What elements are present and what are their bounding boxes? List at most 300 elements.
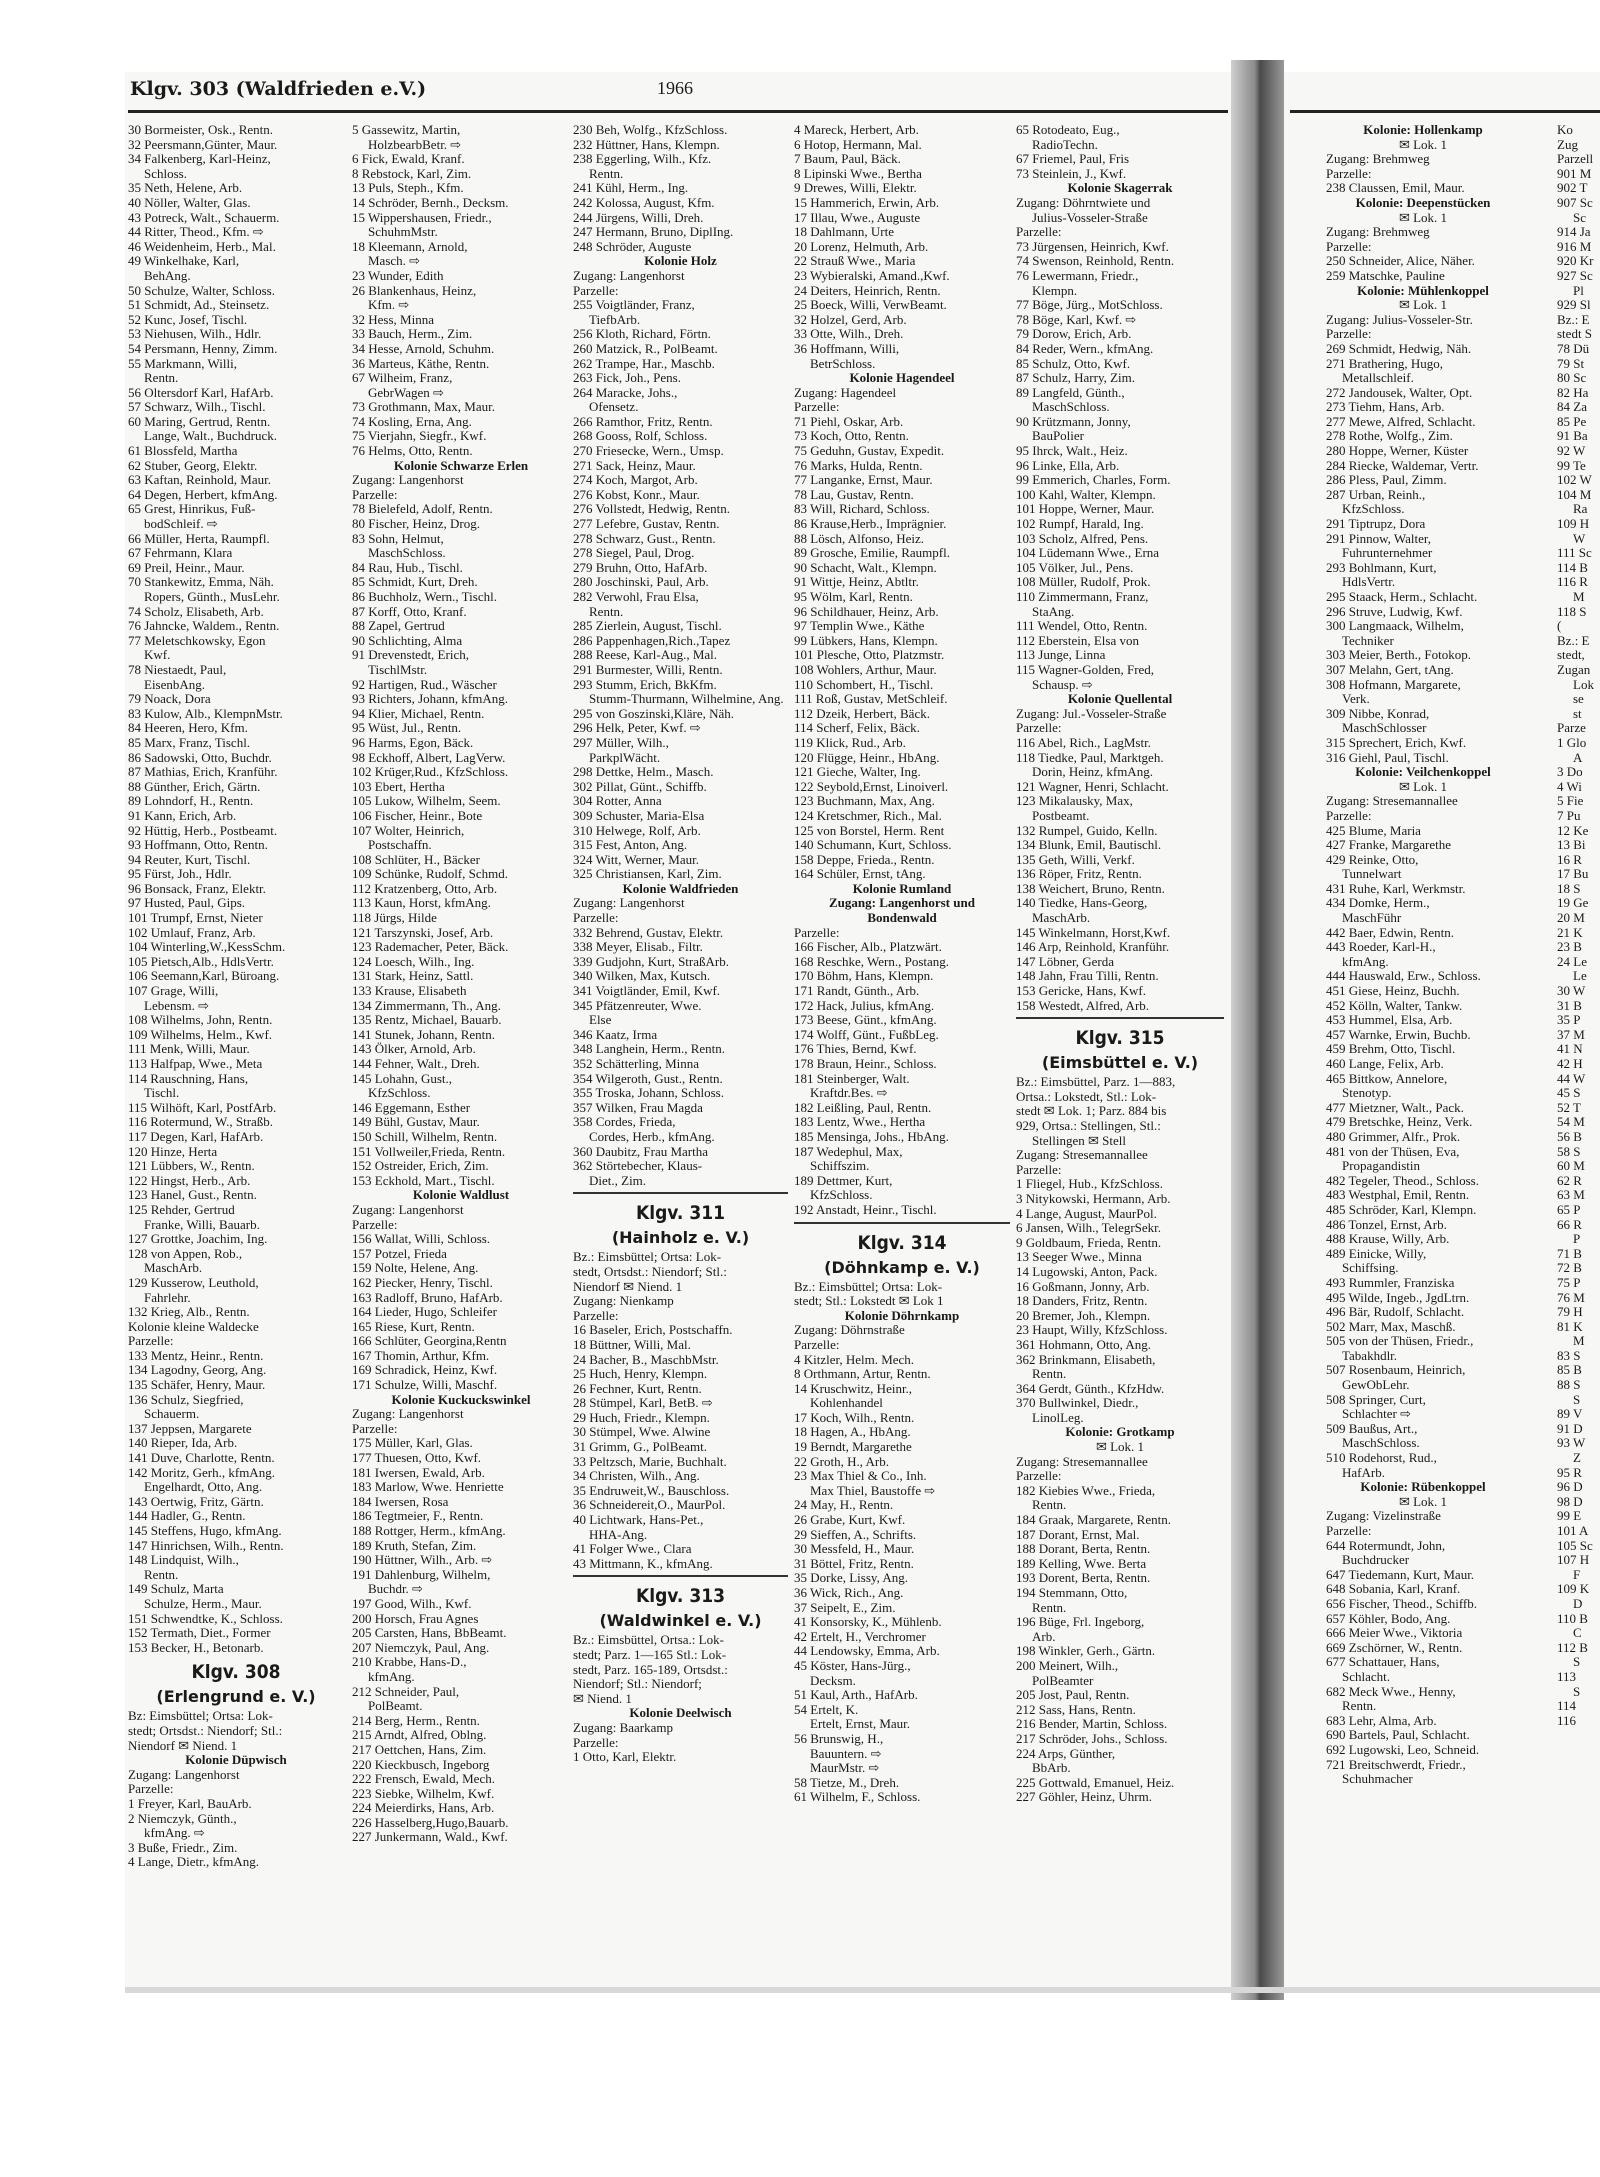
entry-line: 71 B <box>1557 1246 1582 1261</box>
entry-line: 193 Dorent, Berta, Rentn. <box>1016 1571 1151 1586</box>
entry-line: 293 Stumm, Erich, BkKfm. <box>573 677 717 692</box>
entry-line: 332 Behrend, Gustav, Elektr. <box>573 925 724 940</box>
entry-line: 3 Buße, Friedr., Zim. <box>128 1840 238 1855</box>
entry-line: 76 Marks, Hulda, Rentn. <box>794 458 923 473</box>
entry-line: 85 Pe <box>1557 414 1587 429</box>
entry-line: 23 B <box>1557 940 1582 955</box>
entry-line: 647 Tiedemann, Kurt, Maur. <box>1326 1567 1475 1582</box>
entry-line: 255 Voigtländer, Franz, <box>573 298 695 313</box>
entry-line: 92 Hüttig, Herb., Postbeamt. <box>128 823 278 838</box>
entry-line: 95 Fürst, Joh., Hdlr. <box>128 867 232 882</box>
entry-line: 178 Braun, Heinr., Schloss. <box>794 1057 937 1071</box>
entry-line: 104 M <box>1557 487 1592 502</box>
entry-line: 16 Goßmann, Jonny, Arb. <box>1016 1279 1150 1294</box>
entry-line: 212 Sass, Hans, Rentn. <box>1016 1702 1136 1717</box>
entry-line: 32 Peersmann,Günter, Maur. <box>128 137 278 152</box>
section-info: Zugang: Stresemannallee <box>1016 1148 1148 1163</box>
entry-line: 61 Blossfeld, Martha <box>128 444 238 459</box>
entry-line: 215 Arndt, Alfred, Oblng. <box>352 1728 487 1743</box>
entry-continuation: BauPolier <box>1032 429 1084 444</box>
entry-line: 12 Ke <box>1557 823 1589 838</box>
entry-continuation: PolBeamt. <box>368 1699 423 1714</box>
entry-continuation: BehAng. <box>144 268 191 283</box>
entry-line: 256 Kloth, Richard, Förtn. <box>573 327 711 342</box>
postal-line: ✉ Lok. 1 <box>1095 1440 1145 1455</box>
header-rule-right <box>1290 110 1600 113</box>
entry-line: 73 Steinlein, J., Kwf. <box>1016 166 1127 181</box>
entry-line: Parzell <box>1557 152 1594 167</box>
entry-line: 121 Wagner, Henri, Schlacht. <box>1016 779 1169 794</box>
entry-line: 37 Seipelt, E., Zim. <box>794 1600 896 1615</box>
entry-continuation: Masch. ⇨ <box>368 254 421 269</box>
entry-line: 18 Büttner, Willi, Mal. <box>573 1337 691 1352</box>
entry-line: 127 Grottke, Joachim, Ing. <box>128 1232 268 1247</box>
entry-line: 123 Buchmann, Max, Ang. <box>794 794 935 809</box>
entry-line: 78 Böge, Karl, Kwf. ⇨ <box>1016 312 1137 327</box>
entry-line: 358 Cordes, Frieda, <box>573 1115 676 1130</box>
entry-line: 352 Schätterling, Minna <box>573 1057 700 1071</box>
entry-line: 90 Schacht, Walt., Klempn. <box>794 560 937 575</box>
entry-line: 147 Hinrichsen, Wilh., Rentn. <box>128 1538 284 1553</box>
entry-line: 58 Tietze, M., Dreh. <box>794 1775 900 1790</box>
section-info: Parzelle: <box>1016 225 1062 240</box>
entry-line: 77 Meletschkowsky, Egon <box>128 633 266 648</box>
entry-line: 346 Kaatz, Irma <box>573 1027 658 1042</box>
entry-line: 341 Voigtländer, Emil, Kwf. <box>573 984 721 999</box>
section-info: Parzelle: <box>573 1308 619 1323</box>
entry-line: 144 Fehner, Walt., Dreh. <box>352 1057 480 1071</box>
entry-line: 95 Ihrck, Walt., Heiz. <box>1016 444 1128 459</box>
entry-line: 56 B <box>1557 1129 1582 1144</box>
entry-line: 54 Ertelt, K. <box>794 1702 859 1717</box>
entry-line: 192 Anstadt, Heinr., Tischl. <box>794 1202 937 1217</box>
entry-line: 158 Deppe, Frieda., Rentn. <box>794 852 935 867</box>
entry-line: 277 Lefebre, Gustav, Rentn. <box>573 517 720 532</box>
entry-line: 483 Westphal, Emil, Rentn. <box>1326 1188 1470 1203</box>
entry-line: 29 Sieffen, A., Schrifts. <box>794 1527 917 1542</box>
entry-line: 62 Stuber, Georg, Elektr. <box>128 458 258 473</box>
entry-line: 44 Ritter, Theod., Kfm. ⇨ <box>128 225 264 240</box>
entry-continuation: LinolLeg. <box>1032 1410 1084 1425</box>
section-info: Parzelle: <box>794 1337 840 1352</box>
entry-line: 102 W <box>1557 473 1592 488</box>
entry-line: 17 Bu <box>1557 867 1589 882</box>
entry-line: 98 Eckhoff, Albert, LagVerw. <box>352 750 506 765</box>
entry-line: 509 Baußus, Art., <box>1326 1421 1418 1436</box>
colony-heading: Kolonie Deelwisch <box>629 1706 732 1721</box>
entry-line: 929 Sl <box>1557 298 1591 313</box>
entry-line: 93 Richters, Johann, kfmAng. <box>352 692 508 707</box>
entry-line: 37 M <box>1557 1027 1585 1042</box>
entry-line: 295 von Goszinski,Kläre, Näh. <box>573 706 735 721</box>
entry-continuation: Arb. <box>1032 1629 1056 1644</box>
entry-line: 357 Wilken, Frau Magda <box>573 1100 703 1115</box>
entry-line: 175 Müller, Karl, Glas. <box>352 1436 473 1451</box>
entry-line: 77 Böge, Jürg., MotSchloss. <box>1016 298 1163 313</box>
entry-continuation: kfmAng. ⇨ <box>144 1826 205 1841</box>
entry-line: 99 Te <box>1557 458 1586 473</box>
section-info: Parzelle: <box>1326 327 1372 342</box>
entry-continuation: Schuhmacher <box>1342 1772 1413 1787</box>
entry-line: 425 Blume, Maria <box>1326 823 1421 838</box>
entry-continuation: Stellingen ✉ Stell <box>1032 1133 1126 1148</box>
entry-line: 6 Hotop, Hermann, Mal. <box>794 137 922 152</box>
entry-line: 30 W <box>1557 984 1586 999</box>
entry-line: 113 <box>1557 1669 1577 1684</box>
entry-line: 291 Pinnow, Walter, <box>1326 531 1431 546</box>
column-4 <box>794 123 1010 1978</box>
entry-line: 113 Halfpap, Wwe., Meta <box>128 1057 263 1071</box>
colony-heading: Kolonie Holz <box>644 254 717 269</box>
entry-line: 169 Schradick, Heinz, Kwf. <box>352 1363 498 1378</box>
entry-line: 325 Christiansen, Karl, Zim. <box>573 867 722 882</box>
entry-line: 112 Kratzenberg, Otto, Arb. <box>352 881 498 896</box>
entry-continuation: MaschSchloss. <box>368 546 446 561</box>
entry-line: 479 Bretschke, Heinz, Verk. <box>1326 1115 1473 1130</box>
entry-line: 40 Lichtwark, Hans-Pet., <box>573 1513 704 1528</box>
entry-line: 26 Grabe, Kurt, Kwf. <box>794 1513 906 1528</box>
entry-line: 361 Hohmann, Otto, Ang. <box>1016 1337 1152 1352</box>
entry-line: 20 M <box>1557 911 1585 926</box>
entry-line: 63 Kaftan, Reinhold, Maur. <box>128 473 271 488</box>
section-info: Zugang: Julius-Vosseler-Str. <box>1326 312 1473 327</box>
entry-line: 7 Baum, Paul, Bäck. <box>794 152 901 167</box>
entry-line: 92 W <box>1557 444 1586 459</box>
entry-line: 170 Böhm, Hans, Klempn. <box>794 969 934 984</box>
page-bottom-edge <box>125 1987 1600 1993</box>
entry-line: 226 Hasselberg,Hugo,Bauarb. <box>352 1815 509 1830</box>
section-info: Zugang: Stresemannallee <box>1016 1454 1148 1469</box>
entry-line: 24 Le <box>1557 954 1587 969</box>
entry-line: 129 Kusserow, Leuthold, <box>128 1275 259 1290</box>
entry-line: 295 Staack, Herm., Schlacht. <box>1326 590 1478 604</box>
entry-continuation: PolBeamter <box>1032 1673 1094 1688</box>
entry-line: 362 Brinkmann, Elisabeth, <box>1016 1352 1156 1367</box>
entry-line: 310 Helwege, Rolf, Arb. <box>573 823 701 838</box>
entry-line: 94 Reuter, Kurt, Tischl. <box>128 852 251 867</box>
entry-line: 914 Ja <box>1557 225 1591 240</box>
entry-line: 105 Sc <box>1557 1538 1593 1553</box>
entry-line: 91 Kann, Erich, Arb. <box>128 808 237 823</box>
entry-line: 120 Hinze, Herta <box>128 1144 218 1159</box>
entry-continuation: C <box>1573 1626 1582 1641</box>
entry-continuation: MaschSchloss. <box>1032 400 1110 415</box>
entry-line: 901 M <box>1557 166 1592 181</box>
colony-heading: Kolonie Rumland <box>852 881 952 896</box>
entry-line: 102 Umlauf, Franz, Arb. <box>128 925 256 940</box>
entry-line: 15 Hammerich, Erwin, Arb. <box>794 195 940 210</box>
entry-line: 278 Schwarz, Gust., Rentn. <box>573 531 716 546</box>
entry-continuation: TischlMstr. <box>368 662 428 677</box>
entry-line: 339 Gudjohn, Kurt, StraßArb. <box>573 954 729 969</box>
entry-line: 90 Krützmann, Jonny, <box>1016 414 1131 429</box>
entry-line: 32 Holzel, Gerd, Arb. <box>794 312 907 327</box>
entry-continuation: SchuhmMstr. <box>368 225 438 240</box>
entry-line: 124 Loesch, Wilh., Ing. <box>352 954 475 969</box>
entry-continuation: M <box>1573 1334 1585 1349</box>
entry-line: 270 Friesecke, Wern., Umsp. <box>573 444 724 459</box>
association-subtitle: (Eimsbüttel e. V.) <box>1041 1053 1199 1073</box>
entry-continuation: Klempn. <box>1032 283 1078 298</box>
entry-continuation: Else <box>589 1013 612 1028</box>
entry-continuation: Julius-Vosseler-Straße <box>1032 210 1148 225</box>
book-gutter <box>1231 60 1284 2000</box>
entry-line: 116 R <box>1557 575 1588 590</box>
section-info: Niendorf ✉ Niend. 1 <box>573 1279 683 1294</box>
entry-line: 907 Sc <box>1557 195 1593 210</box>
association-subtitle: (Erlengrund e. V.) <box>156 1687 316 1707</box>
entry-continuation: KfzSchloss. <box>368 1086 431 1101</box>
entry-line: 308 Hofmann, Margarete, <box>1326 677 1461 692</box>
entry-line: 99 Emmerich, Charles, Form. <box>1016 473 1171 488</box>
section-info: Parzelle: <box>794 400 840 415</box>
entry-line: 198 Winkler, Gerh., Gärtn. <box>1016 1644 1156 1659</box>
entry-line: 44 Lendowsky, Emma, Arb. <box>794 1644 940 1659</box>
entry-line: 88 Günther, Erich, Gärtn. <box>128 779 261 794</box>
entry-line: 148 Lindquist, Wilh., <box>128 1553 239 1568</box>
entry-line: 141 Stunek, Johann, Rentn. <box>352 1027 495 1042</box>
entry-line: 74 Scholz, Elisabeth, Arb. <box>128 604 264 619</box>
entry-line: 188 Dorant, Berta, Rentn. <box>1016 1542 1151 1557</box>
entry-line: 87 Korff, Otto, Kranf. <box>352 604 467 619</box>
entry-line: 3 Do <box>1557 765 1583 780</box>
section-info: Bz.: Eimsbüttel, Parz. 1—883, <box>1016 1075 1176 1090</box>
entry-continuation: Buchdr. ⇨ <box>368 1582 423 1597</box>
entry-line: 101 Plesche, Otto, Platzmstr. <box>794 648 945 663</box>
entry-line: 669 Zschörner, W., Rentn. <box>1326 1640 1463 1655</box>
section-info: Parzelle: <box>573 1735 619 1750</box>
entry-line: 120 Flügge, Heinr., HbAng. <box>794 750 940 765</box>
entry-line: 106 Fischer, Heinr., Bote <box>352 808 483 823</box>
entry-line: 163 Radloff, Bruno, HafArb. <box>352 1290 503 1305</box>
section-info: stedt; Stl.: Lokstedt ✉ Lok 1 <box>794 1294 944 1309</box>
entry-line: 14 Schröder, Bernh., Decksm. <box>352 195 509 210</box>
entry-line: 20 Lorenz, Helmuth, Arb. <box>794 239 929 254</box>
column-7-partial <box>1557 123 1600 1978</box>
entry-line: 324 Witt, Werner, Maur. <box>573 852 699 867</box>
entry-line: 63 M <box>1557 1188 1585 1203</box>
entry-line: 279 Bruhn, Otto, HafArb. <box>573 560 708 575</box>
entry-line: 112 Dzeik, Herbert, Bäck. <box>794 706 930 721</box>
entry-line: 118 Tiedke, Paul, Marktgeh. <box>1016 750 1164 765</box>
entry-line: 280 Joschinski, Paul, Arb. <box>573 575 709 590</box>
entry-line: 143 Ölker, Arnold, Arb. <box>352 1042 476 1057</box>
entry-continuation: Metallschleif. <box>1342 371 1414 386</box>
entry-line: 109 Wilhelms, Helm., Kwf. <box>128 1027 273 1042</box>
entry-line: 296 Struve, Ludwig, Kwf. <box>1326 604 1463 619</box>
entry-line: 109 H <box>1557 517 1590 532</box>
entry-line: 505 von der Thüsen, Friedr., <box>1326 1334 1474 1349</box>
entry-line: 60 M <box>1557 1159 1585 1174</box>
entry-line: 78 Bielefeld, Adolf, Rentn. <box>352 502 493 517</box>
entry-line: 16 Baseler, Erich, Postschaffn. <box>573 1323 733 1338</box>
entry-line: 242 Kolossa, August, Kfm. <box>573 195 715 210</box>
entry-line: 114 Scherf, Felix, Bäck. <box>794 721 920 736</box>
entry-line: 93 W <box>1557 1436 1586 1451</box>
colony-heading: Kolonie: Grotkamp <box>1065 1425 1175 1440</box>
entry-line: 273 Tiehm, Hans, Arb. <box>1326 400 1445 415</box>
entry-continuation: Schiffszim. <box>810 1159 870 1174</box>
entry-continuation: Diet., Zim. <box>589 1173 647 1188</box>
entry-line: 73 Jürgensen, Heinrich, Kwf. <box>1016 239 1169 254</box>
entry-continuation: BbArb. <box>1032 1761 1071 1776</box>
entry-line: 167 Thomin, Arthur, Kfm. <box>352 1348 490 1363</box>
entry-line: 360 Daubitz, Frau Martha <box>573 1144 709 1159</box>
entry-line: 103 Ebert, Hertha <box>352 779 445 794</box>
entry-continuation: st <box>1573 706 1582 721</box>
entry-line: 51 Kaul, Arth., HafArb. <box>794 1688 918 1703</box>
entry-continuation: Schloss. <box>144 166 187 181</box>
entry-line: 232 Hüttner, Hans, Klempn. <box>573 137 720 152</box>
colony-heading: Kolonie: Veilchenkoppel <box>1355 765 1491 780</box>
colony-heading: Kolonie: Hollenkamp <box>1363 123 1483 137</box>
entry-line: 105 Pietsch,Alb., HdlsVertr. <box>128 954 274 969</box>
entry-line: 205 Carsten, Hans, BbBeamt. <box>352 1626 507 1641</box>
entry-line: 28 Stümpel, Karl, BetB. ⇨ <box>573 1396 713 1411</box>
postal-line: ✉ Lok. 1 <box>1398 1494 1448 1509</box>
entry-line: 214 Berg, Herm., Rentn. <box>352 1713 480 1728</box>
entry-line: 929, Ortsa.: Stellingen, Stl.: <box>1016 1119 1161 1133</box>
entry-line: 123 Rademacher, Peter, Bäck. <box>352 940 509 955</box>
section-info: Parzelle: <box>352 487 398 502</box>
entry-line: 86 Buchholz, Wern., Tischl. <box>352 590 497 604</box>
entry-line: 30 Bormeister, Osk., Rentn. <box>128 123 273 137</box>
entry-line: 36 Hoffmann, Willi, <box>794 341 900 356</box>
entry-line: 682 Meck Wwe., Henny, <box>1326 1684 1456 1699</box>
entry-line: 132 Krieg, Alb., Rentn. <box>128 1305 250 1320</box>
page-year: 1966 <box>657 78 693 98</box>
entry-continuation: Schlacht. <box>1342 1669 1391 1684</box>
entry-continuation: S <box>1573 1392 1581 1407</box>
entry-line: 2 Niemczyk, Günth., <box>128 1811 237 1826</box>
entry-line: 207 Niemczyk, Paul, Ang. <box>352 1640 490 1655</box>
section-info: Zugang: Hagendeel <box>794 385 897 400</box>
entry-line: 683 Lehr, Alma, Arb. <box>1326 1713 1437 1728</box>
entry-continuation: kfmAng. <box>368 1669 415 1684</box>
entry-line: 110 Zimmermann, Franz, <box>1016 590 1149 604</box>
entry-line: 8 Rebstock, Karl, Zim. <box>352 166 472 181</box>
entry-line: 182 Kiebies Wwe., Frieda, <box>1016 1483 1156 1498</box>
entry-line: 309 Nibbe, Konrad, <box>1326 706 1430 721</box>
entry-line: 93 Hoffmann, Otto, Rentn. <box>128 838 268 853</box>
entry-continuation: Schauerm. <box>144 1407 200 1422</box>
entry-line: 52 T <box>1557 1100 1581 1115</box>
entry-line: 14 Kruschwitz, Heinr., <box>794 1381 913 1396</box>
section-info: Zugang: Nienkamp <box>573 1294 674 1309</box>
entry-line: 134 Blunk, Emil, Bautischl. <box>1016 838 1162 853</box>
entry-line: 927 Sc <box>1557 268 1593 283</box>
entry-line: 46 Weidenheim, Herb., Mal. <box>128 239 276 254</box>
entry-line: 4 Lange, Dietr., kfmAng. <box>128 1855 260 1870</box>
entry-line: 4 Mareck, Herbert, Arb. <box>794 123 919 137</box>
entry-line: 140 Rieper, Ida, Arb. <box>128 1436 238 1451</box>
entry-line: 153 Becker, H., Betonarb. <box>128 1640 264 1655</box>
section-info: Niendorf ✉ Niend. 1 <box>128 1738 238 1753</box>
section-info: Parzelle: <box>573 911 619 926</box>
entry-line: 82 Ha <box>1557 385 1589 400</box>
entry-line: 151 Schwendtke, K., Schloss. <box>128 1611 283 1626</box>
entry-continuation: HafArb. <box>1342 1465 1385 1480</box>
section-info: Bz.: E <box>1557 312 1590 327</box>
entry-line: 106 Seemann,Karl, Büroang. <box>128 969 280 984</box>
entry-line: 354 Wilgeroth, Gust., Rentn. <box>573 1071 723 1086</box>
entry-line: 9 Drewes, Willi, Elektr. <box>794 181 917 196</box>
section-info: stedt, <box>1557 648 1585 663</box>
entry-line: 298 Dettke, Helm., Masch. <box>573 765 714 780</box>
entry-continuation: D <box>1573 1596 1583 1611</box>
entry-line: 8 Lipinski Wwe., Bertha <box>794 166 922 181</box>
entry-line: 22 Groth, H., Arb. <box>794 1454 889 1469</box>
entry-line: 260 Matzick, R., PolBeamt. <box>573 341 718 356</box>
section-info: Kolonie kleine Waldecke <box>128 1319 259 1334</box>
entry-line: 117 Degen, Karl, HafArb. <box>128 1129 264 1144</box>
entry-line: 171 Randt, Günth., Arb. <box>794 984 920 999</box>
entry-line: 3 Nitykowski, Hermann, Arb. <box>1016 1191 1171 1206</box>
entry-continuation: bodSchleif. ⇨ <box>144 517 218 532</box>
entry-line: 173 Beese, Günt., kfmAng. <box>794 1013 937 1028</box>
entry-line: 7 Pu <box>1557 808 1581 823</box>
entry-line: 315 Sprechert, Erich, Kwf. <box>1326 735 1467 750</box>
entry-line: 99 E <box>1557 1509 1582 1524</box>
section-info: Parzelle: <box>128 1334 174 1349</box>
entry-line: 56 Brunswig, H., <box>794 1731 884 1746</box>
colony-heading: Kolonie Quellental <box>1067 692 1173 707</box>
entry-line: 85 Schulz, Otto, Kwf. <box>1016 356 1131 371</box>
entry-line: 278 Rothe, Wolfg., Zim. <box>1326 429 1453 444</box>
association-subtitle: (Döhnkamp e. V.) <box>824 1257 980 1277</box>
entry-line: 25 Huch, Henry, Klempn. <box>573 1367 708 1382</box>
entry-line: 1 Fliegel, Hub., KfzSchloss. <box>1016 1177 1163 1192</box>
entry-line: 33 Otte, Wilh., Dreh. <box>794 327 904 342</box>
entry-line: 286 Pless, Paul, Zimm. <box>1326 473 1447 488</box>
entry-line: 23 Wunder, Edith <box>352 268 444 283</box>
association-subtitle: (Waldwinkel e. V.) <box>599 1611 762 1631</box>
entry-line: 91 D <box>1557 1421 1583 1436</box>
entry-line: 88 Lösch, Alfonso, Heiz. <box>794 531 924 546</box>
entry-line: 302 Pillat, Günt., Schiffb. <box>573 779 707 794</box>
entry-line: 297 Müller, Wilh., <box>573 735 669 750</box>
entry-line: 73 Grothmann, Max, Maur. <box>352 400 495 415</box>
entry-line: 238 Claussen, Emil, Maur. <box>1326 181 1465 196</box>
entry-line: 80 Fischer, Heinz, Drog. <box>352 517 481 532</box>
entry-line: 113 Kaun, Horst, kfmAng. <box>352 896 491 911</box>
entry-continuation: Decksm. <box>810 1673 856 1688</box>
entry-line: 66 Müller, Herta, Raumpfl. <box>128 531 270 546</box>
entry-line: 138 Weichert, Bruno, Rentn. <box>1016 881 1165 896</box>
entry-line: 165 Riese, Kurt, Rentn. <box>352 1319 475 1334</box>
entry-line: 482 Tegeler, Theod., Schloss. <box>1326 1173 1479 1188</box>
entry-line: 364 Gerdt, Günth., KfzHdw. <box>1016 1381 1165 1396</box>
entry-line: 105 Lukow, Wilhelm, Seem. <box>352 794 501 809</box>
entry-line: 34 Falkenberg, Karl-Heinz, <box>128 152 271 167</box>
colony-heading: Kolonie Kuckuckswinkel <box>391 1392 531 1407</box>
entry-line: 457 Warnke, Erwin, Buchb. <box>1326 1027 1471 1042</box>
entry-line: 194 Stemmann, Otto, <box>1016 1586 1128 1600</box>
entry-line: 150 Schill, Wilhelm, Rentn. <box>352 1129 498 1144</box>
entry-line: 190 Hüttner, Wilh., Arb. ⇨ <box>352 1553 493 1568</box>
section-info: ✉ Niend. 1 <box>573 1691 632 1706</box>
entry-line: 429 Reinke, Otto, <box>1326 852 1419 867</box>
entry-line: 24 Bacher, B., MaschbMstr. <box>573 1352 719 1367</box>
entry-line: 227 Göhler, Heinz, Uhrm. <box>1016 1790 1152 1805</box>
entry-line: ( <box>1557 619 1562 634</box>
entry-line: 18 Danders, Fritz, Rentn. <box>1016 1294 1148 1309</box>
entry-line: 98 D <box>1557 1494 1583 1509</box>
entry-line: 16 R <box>1557 852 1582 867</box>
entry-line: 108 Wohlers, Arthur, Maur. <box>794 662 937 677</box>
entry-line: 166 Fischer, Alb., Platzwärt. <box>794 940 942 955</box>
entry-line: 54 M <box>1557 1115 1585 1130</box>
